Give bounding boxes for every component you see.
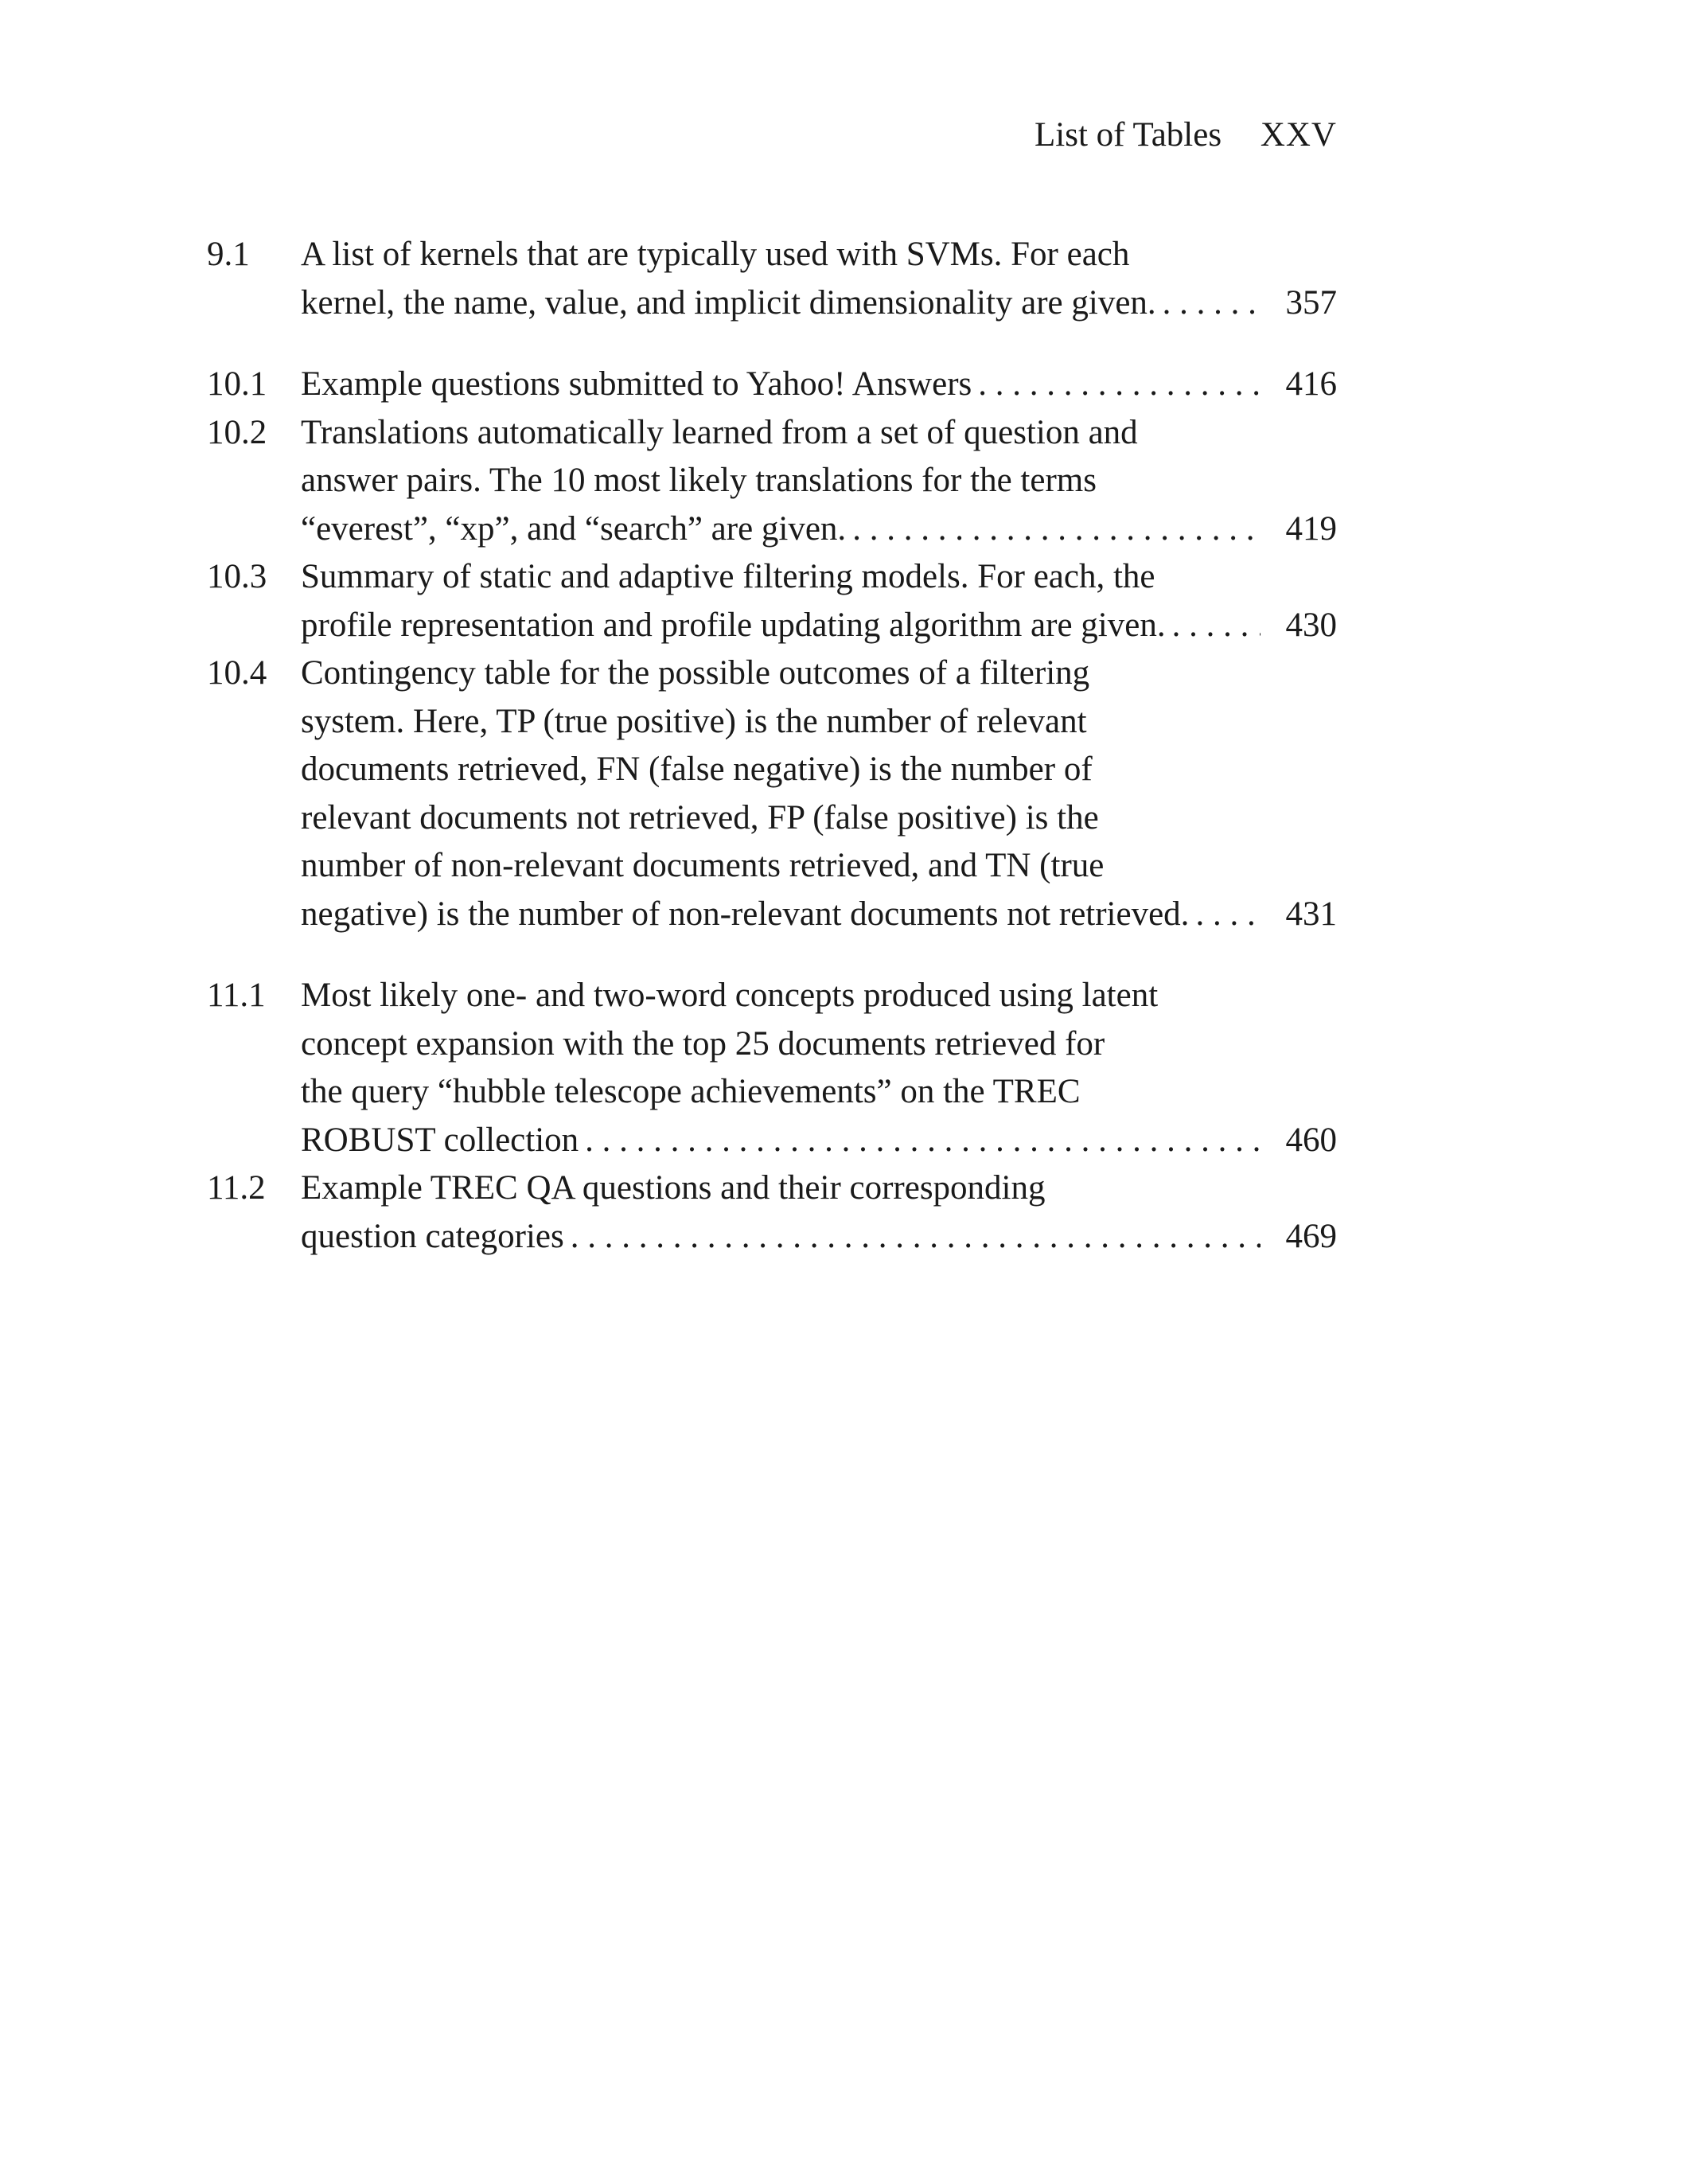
- caption-line: [301, 231, 1265, 279]
- entry-page-number: 416: [1285, 365, 1337, 403]
- caption-text: concept expansion with the top 25 documents retrieved for: [301, 1024, 1105, 1063]
- caption-text: question categories: [301, 1217, 564, 1255]
- caption-text: documents retrieved, FN (false negative) is the number of: [301, 751, 1093, 788]
- caption-line: [301, 698, 1265, 747]
- caption-text: answer pairs. The 10 most likely translations for the terms: [301, 462, 1097, 499]
- entry-caption: [301, 553, 1265, 649]
- running-head-page-number: XXV: [1260, 116, 1337, 154]
- entry-page-number: 469: [1285, 1217, 1337, 1255]
- list-of-tables: [207, 231, 1337, 1294]
- caption-text: kernel, the name, value, and implicit dimensionality are given.: [301, 283, 1156, 322]
- entry-page-number: 430: [1285, 606, 1337, 644]
- entry-number: 11.1: [207, 977, 266, 1014]
- table-entry: [207, 409, 1337, 554]
- dot-leader: [571, 1213, 1261, 1262]
- caption-text: the query “hubble telescope achievements” on the TREC: [301, 1073, 1081, 1110]
- entry-group: [207, 361, 1337, 938]
- caption-line: [301, 553, 1265, 602]
- dot-leader: [1172, 602, 1261, 650]
- entry-number: 10.3: [207, 558, 267, 595]
- entry-number: 11.2: [207, 1169, 266, 1207]
- caption-line: [301, 1213, 1265, 1262]
- entry-caption: [301, 409, 1265, 554]
- caption-text: Summary of static and adaptive filtering models. For each, the: [301, 558, 1155, 595]
- dot-leader: [852, 505, 1261, 554]
- entry-caption: [301, 972, 1265, 1164]
- dot-leader: [585, 1117, 1261, 1165]
- entry-page-number: 460: [1285, 1121, 1337, 1159]
- caption-text: A list of kernels that are typically used with SVMs. For each: [301, 236, 1130, 273]
- caption-line: [301, 602, 1265, 650]
- running-head-title: List of Tables: [1035, 116, 1222, 154]
- caption-text: Most likely one- and two-word concepts produced using latent: [301, 977, 1159, 1014]
- caption-line: [301, 794, 1265, 843]
- caption-text: Translations automatically learned from a set of question and: [301, 413, 1138, 451]
- caption-text: negative) is the number of non-relevant documents not retrieved.: [301, 895, 1190, 933]
- caption-line: [301, 1068, 1265, 1117]
- caption-line: [301, 361, 1265, 409]
- caption-line: [301, 1020, 1265, 1069]
- caption-line: [301, 891, 1265, 939]
- running-head: [1035, 111, 1337, 159]
- caption-line: [301, 505, 1265, 554]
- entry-page-number: 357: [1285, 283, 1337, 322]
- entry-group: [207, 972, 1337, 1261]
- entry-number: 9.1: [207, 236, 250, 273]
- caption-text: number of non-relevant documents retrieved, and TN (true: [301, 847, 1105, 884]
- entry-number: 10.4: [207, 654, 267, 692]
- entry-page-number: 431: [1285, 895, 1337, 933]
- caption-text: Contingency table for the possible outcomes of a filtering: [301, 654, 1090, 692]
- caption-text: ROBUST collection: [301, 1121, 579, 1159]
- caption-line: [301, 409, 1265, 458]
- caption-text: Example questions submitted to Yahoo! Answers: [301, 365, 972, 403]
- entry-caption: [301, 361, 1265, 409]
- entry-caption: [301, 231, 1265, 327]
- entry-caption: [301, 1164, 1265, 1261]
- caption-line: [301, 746, 1265, 794]
- caption-text: Example TREC QA questions and their corresponding: [301, 1169, 1046, 1207]
- caption-text: relevant documents not retrieved, FP (false positive) is the: [301, 798, 1099, 837]
- caption-text: system. Here, TP (true positive) is the number of relevant: [301, 702, 1087, 740]
- entry-caption: [301, 649, 1265, 938]
- table-entry: [207, 1164, 1337, 1261]
- table-entry: [207, 553, 1337, 649]
- caption-text: profile representation and profile updating algorithm are given.: [301, 606, 1166, 644]
- caption-line: [301, 972, 1265, 1020]
- caption-text: “everest”, “xp”, and “search” are given.: [301, 509, 847, 548]
- caption-line: [301, 842, 1265, 891]
- dot-leader: [978, 361, 1261, 409]
- caption-line: [301, 649, 1265, 698]
- entry-page-number: 419: [1285, 509, 1337, 548]
- table-entry: [207, 649, 1337, 938]
- dot-leader: [1195, 891, 1261, 939]
- caption-line: [301, 1164, 1265, 1213]
- caption-line: [301, 1117, 1265, 1165]
- table-entry: [207, 361, 1337, 409]
- dot-leader: [1163, 279, 1261, 328]
- caption-line: [301, 457, 1265, 505]
- table-entry: [207, 231, 1337, 327]
- table-entry: [207, 972, 1337, 1164]
- entry-number: 10.2: [207, 413, 267, 451]
- caption-line: [301, 279, 1265, 328]
- entry-group: [207, 231, 1337, 327]
- entry-number: 10.1: [207, 365, 267, 403]
